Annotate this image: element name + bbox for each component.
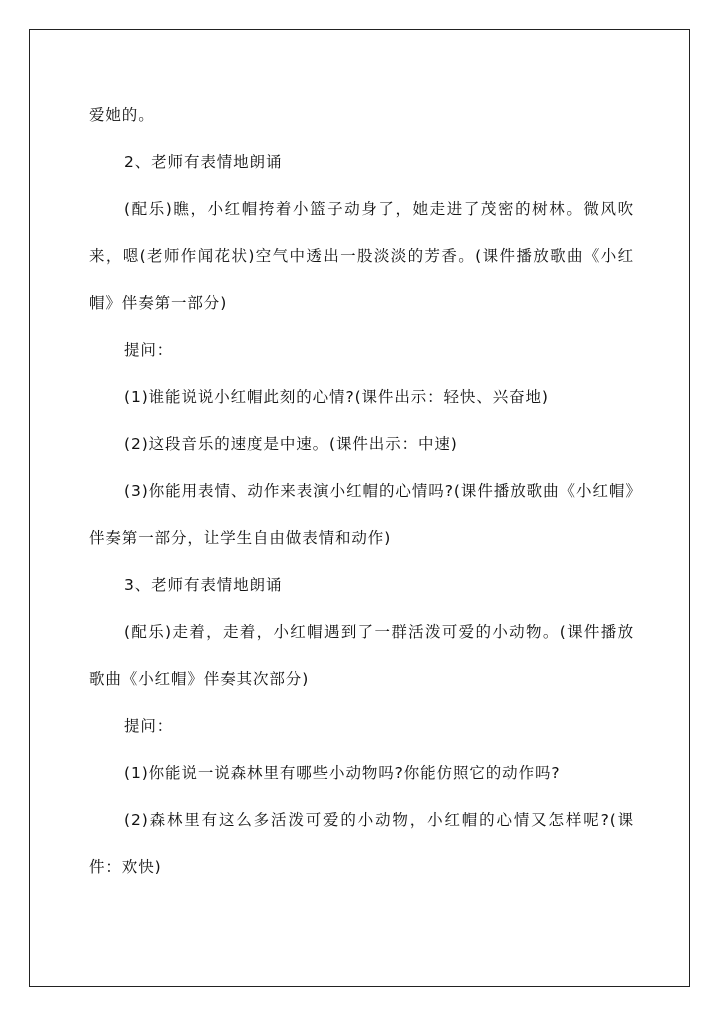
question-item-3: (3)你能用表情、动作来表演小红帽的心情吗?(课件播放歌曲《小红帽》伴奏第一部分，让学生自由做表情和动作) xyxy=(89,482,634,547)
question-item-2: (2)森林里有这么多活泼可爱的小动物，小红帽的心情又怎样呢?(课件：欢快) xyxy=(89,811,634,876)
section-heading-3: 3、老师有表情地朗诵 xyxy=(124,576,283,594)
question-item-1: (1)谁能说说小红帽此刻的心情?(课件出示：轻快、兴奋地) xyxy=(124,388,549,406)
paragraph-narration-1: (配乐)瞧，小红帽挎着小篮子动身了，她走进了茂密的树林。微风吹来，嗯(老师作闻花状)空气中透出一股淡淡的芳香。(课件播放歌曲《小红帽》伴奏第一部分) xyxy=(89,200,634,312)
paragraph-narration-2: (配乐)走着，走着，小红帽遇到了一群活泼可爱的小动物。(课件播放歌曲《小红帽》伴奏其次部分) xyxy=(89,623,634,688)
question-label: 提问： xyxy=(124,717,174,735)
question-label: 提问： xyxy=(124,341,174,359)
question-item-1: (1)你能说一说森林里有哪些小动物吗?你能仿照它的动作吗? xyxy=(124,764,561,782)
paragraph-continuation: 爱她的。 xyxy=(89,106,155,124)
question-item-2: (2)这段音乐的速度是中速。(课件出示：中速) xyxy=(124,435,458,453)
document-body xyxy=(89,92,634,891)
section-heading-2: 2、老师有表情地朗诵 xyxy=(124,153,283,171)
